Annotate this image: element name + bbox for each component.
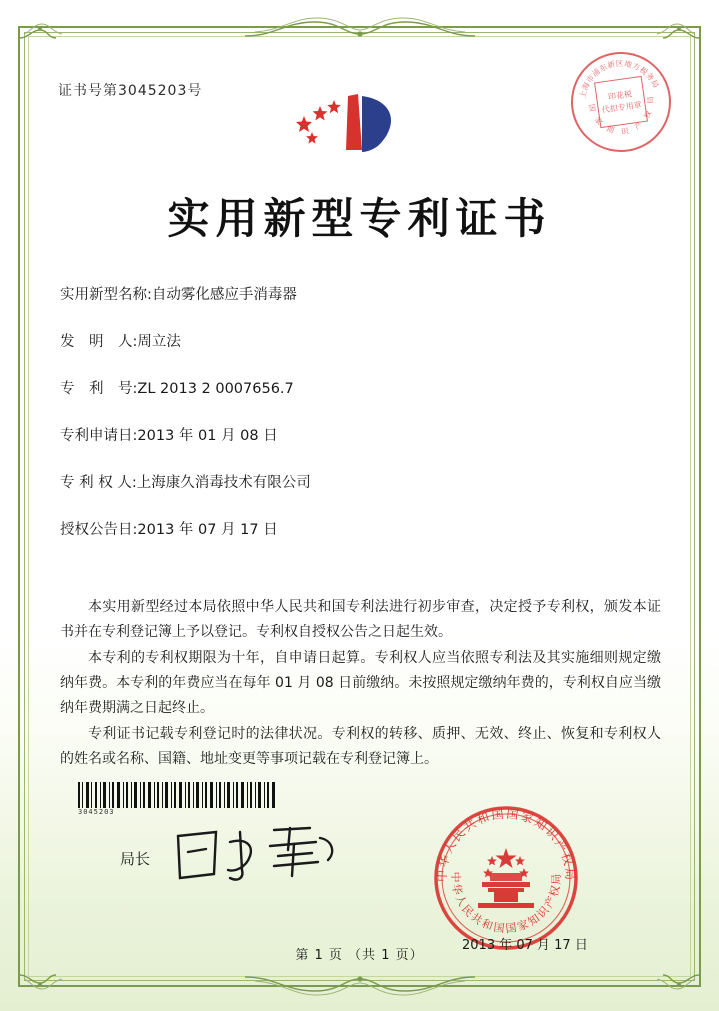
page-footer: 第 1 页 （共 1 页） <box>295 948 424 963</box>
field-value: 自动雾化感应手消毒器 <box>151 287 297 303</box>
field-value: 2013 年 07 月 17 日 <box>137 522 278 538</box>
official-seal-stamp <box>432 804 580 952</box>
corner-ornament-icon <box>641 973 701 999</box>
corner-ornament-icon <box>18 14 78 40</box>
field-label: 发 明 人: <box>60 334 138 350</box>
page-title: 实用新型专利证书 <box>167 194 552 243</box>
seal-arc-bottom: 中华人民共和国国家知识产权局 <box>448 871 564 936</box>
field-row <box>60 377 660 398</box>
bottom-ornament-icon <box>245 973 475 999</box>
tax-stamp <box>565 46 678 159</box>
body-paragraph: 本专利的专利权期限为十年，自申请日起算。专利权人应当依照专利法及其实施细则规定缴纳年费。本专利的年费应当在每年 01 月 08 日前缴纳。未按照规定缴纳年费的，专利权自应当缴纳年费期满之日起终止。 <box>60 650 661 716</box>
tax-stamp-inner <box>594 76 648 128</box>
sipo-logo-icon <box>296 88 416 160</box>
body-text <box>60 595 661 773</box>
field-label: 专 利 号: <box>60 381 138 397</box>
body-paragraph: 专利证书记载专利登记时的法律状况。专利权的转移、质押、无效、终止、恢复和专利权人的姓名或名称、国籍、地址变更等事项记载在专利登记簿上。 <box>60 726 661 767</box>
field-value: 2013 年 01 月 08 日 <box>137 428 278 444</box>
director-label: 局长 <box>120 850 151 868</box>
tax-stamp-line-1: 印花税 <box>607 89 633 102</box>
field-row <box>60 424 660 445</box>
director-signature <box>170 826 345 886</box>
barcode-digits: 3045203 <box>78 808 115 816</box>
field-label: 实用新型名称: <box>60 287 152 303</box>
svg-text:中华人民共和国国家知识产权局 <box>434 807 578 883</box>
field-label: 授权公告日: <box>60 522 138 538</box>
field-value: 上海康久消毒技术有限公司 <box>136 475 311 491</box>
field-row <box>60 283 660 304</box>
field-label: 专利申请日: <box>60 428 138 444</box>
body-paragraph: 本实用新型经过本局依照中华人民共和国专利法进行初步审查，决定授予专利权，颁发本证书并在专利登记簿上予以登记。专利权自授权公告之日起生效。 <box>60 599 661 640</box>
field-row <box>60 330 660 351</box>
corner-ornament-icon <box>641 14 701 40</box>
tax-stamp-arc-top: 上海市浦东新区地方税务局 <box>578 58 661 99</box>
top-ornament-icon <box>245 14 475 40</box>
seal-arc-top: 中华人民共和国国家知识产权局 <box>434 806 578 883</box>
issue-date-on-seal: 2013 年 07 月 17 日 <box>462 938 588 953</box>
field-value: ZL 2013 2 0007656.7 <box>137 381 294 397</box>
field-row <box>60 471 660 492</box>
field-value: 周立法 <box>137 334 181 350</box>
fields-list <box>60 283 660 565</box>
certificate-number: 证书号第3045203号 <box>58 83 203 99</box>
field-label: 专 利 权 人: <box>60 475 137 491</box>
field-row <box>60 518 660 539</box>
tax-stamp-line-2: 代扣专用章 <box>601 100 643 115</box>
corner-ornament-icon <box>18 973 78 999</box>
tax-stamp-arc-bottom: 国 家 期 识 产 权 局 <box>586 95 656 137</box>
barcode <box>78 782 278 808</box>
